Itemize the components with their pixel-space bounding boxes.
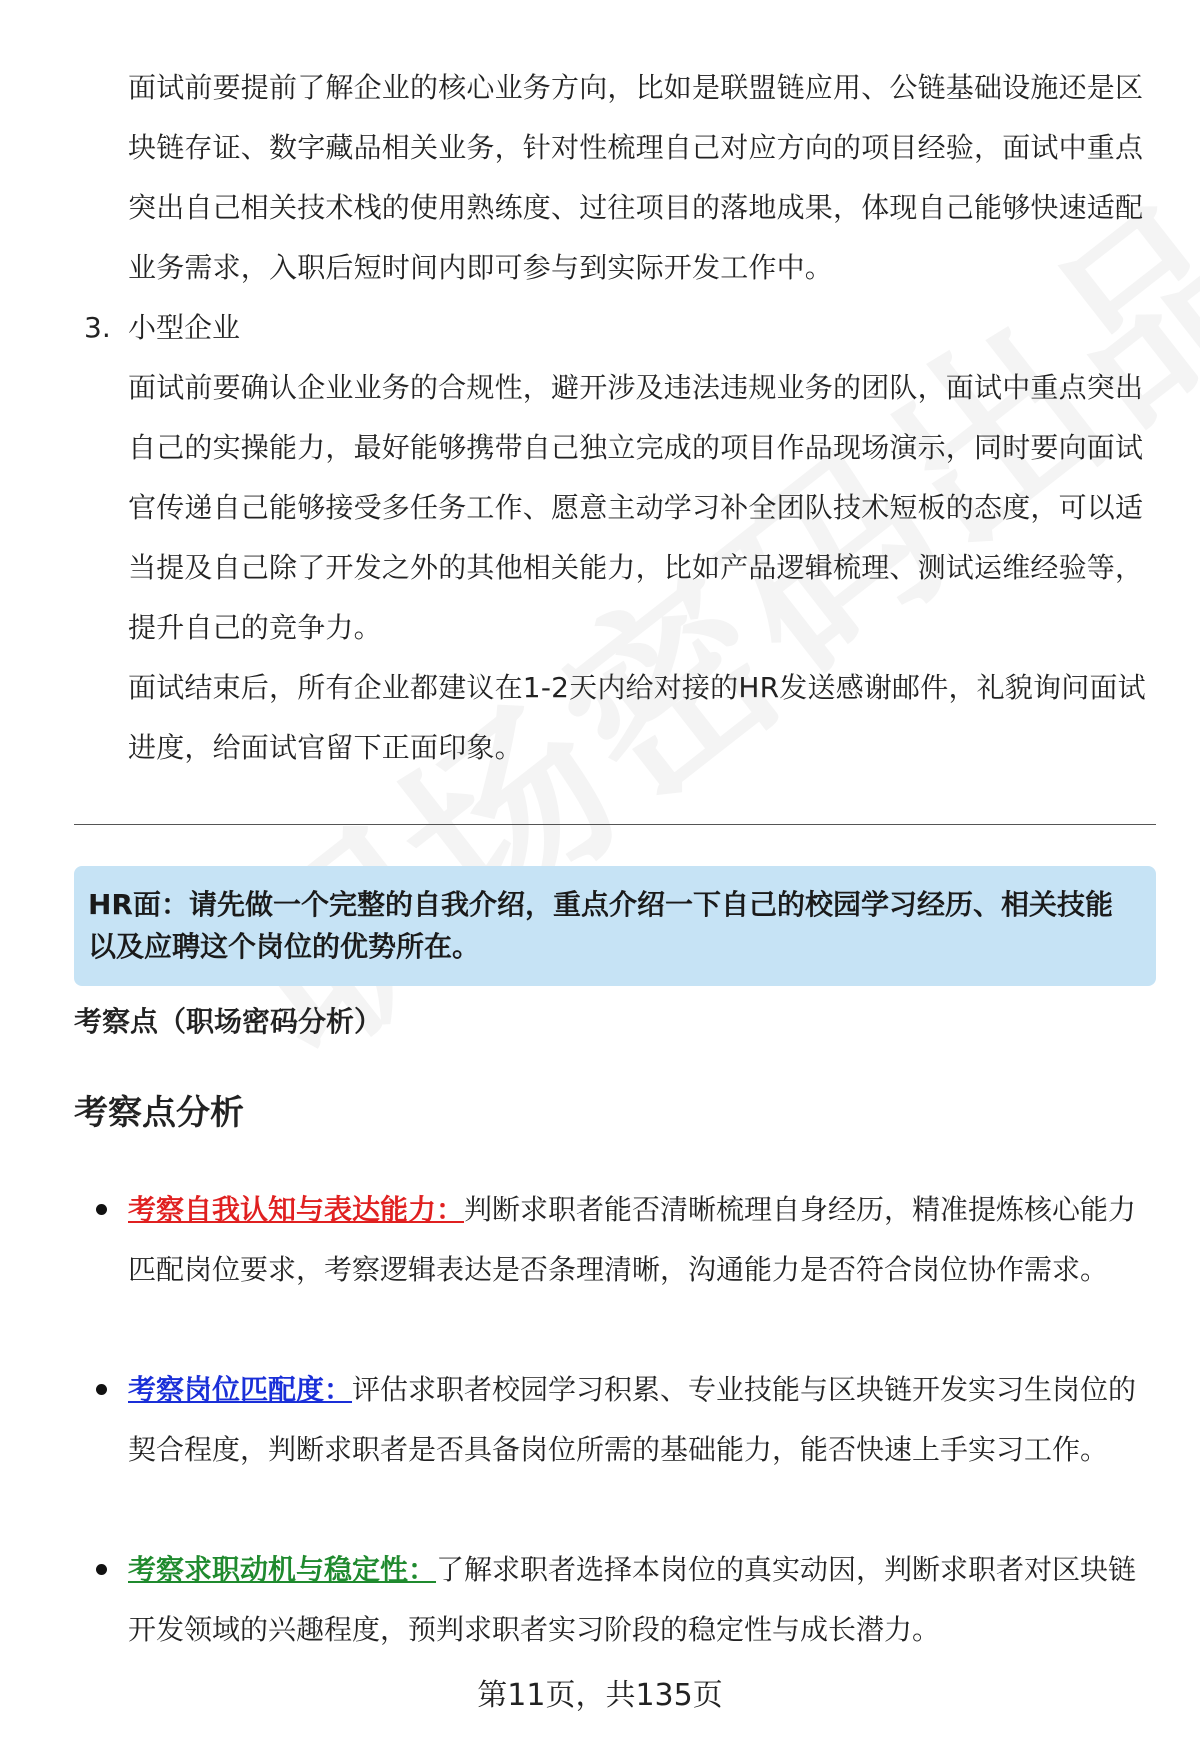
bullet-item-job-match [128, 1360, 1148, 1480]
paragraph-small-enterprise: 面试前要确认企业业务的合规性，避开涉及违法违规业务的团队，面试中重点突出自己的实操能力，最好能够携带自己独立完成的项目作品现场演示，同时要向面试官传递自己能够接受多任务工作、愿意主动学习补全团队技术短板的态度，可以适当提及自己除了开发之外的其他相关能力，比如产品逻辑梳理、测试运维经验等，提升自己的竞争力。 [128, 371, 1144, 644]
question-text: HR面：请先做一个完整的自我介绍，重点介绍一下自己的校园学习经历、相关技能以及应聘这个岗位的优势所在。 [88, 888, 1113, 963]
paragraph-follow-up: 面试结束后，所有企业都建议在1-2天内给对接的HR发送感谢邮件，礼貌询问面试进度，给面试官留下正面印象。 [128, 671, 1146, 764]
analysis-heading: 考察点分析 [74, 1093, 244, 1133]
bullet-text: 评估求职者校园学习积累、专业技能与区块链开发实习生岗位的契合程度，判断求职者是否具备岗位所需的基础能力，能否快速上手实习工作。 [128, 1373, 1137, 1466]
item-title: 小型企业 [128, 311, 241, 344]
section-divider [74, 824, 1156, 825]
bullet-text: 判断求职者能否清晰梳理自身经历，精准提炼核心能力匹配岗位要求，考察逻辑表达是否条理清晰，沟通能力是否符合岗位协作需求。 [128, 1193, 1137, 1286]
bullet-dot-icon [96, 1384, 107, 1395]
numbered-item-small-enterprise [84, 298, 240, 358]
bullet-dot-icon [96, 1564, 107, 1575]
item-number: 3. [84, 311, 111, 344]
page-footer: 第11页，共135页 [477, 1678, 723, 1713]
bullet-item-self-awareness [128, 1180, 1148, 1300]
bullet-item-motivation [128, 1540, 1148, 1660]
paragraph-mid-enterprise: 面试前要提前了解企业的核心业务方向，比如是联盟链应用、公链基础设施还是区块链存证、数字藏品相关业务，针对性梳理自己对应方向的项目经验，面试中重点突出自己相关技术栈的使用熟练度、过往项目的落地成果，体现自己能够快速适配业务需求，入职后短时间内即可参与到实际开发工作中。 [128, 71, 1144, 284]
key-point-label: 考察点（职场密码分析） [74, 1005, 383, 1038]
bullet-text: 了解求职者选择本岗位的真实动因，判断求职者对区块链开发领域的兴趣程度，预判求职者实习阶段的稳定性与成长潜力。 [128, 1553, 1137, 1646]
bullet-label: 考察自我认知与表达能力： [128, 1193, 465, 1226]
bullet-label: 考察求职动机与稳定性： [128, 1553, 437, 1586]
question-box [74, 866, 1156, 986]
bullet-label: 考察岗位匹配度： [128, 1373, 353, 1406]
bullet-dot-icon [96, 1204, 107, 1215]
